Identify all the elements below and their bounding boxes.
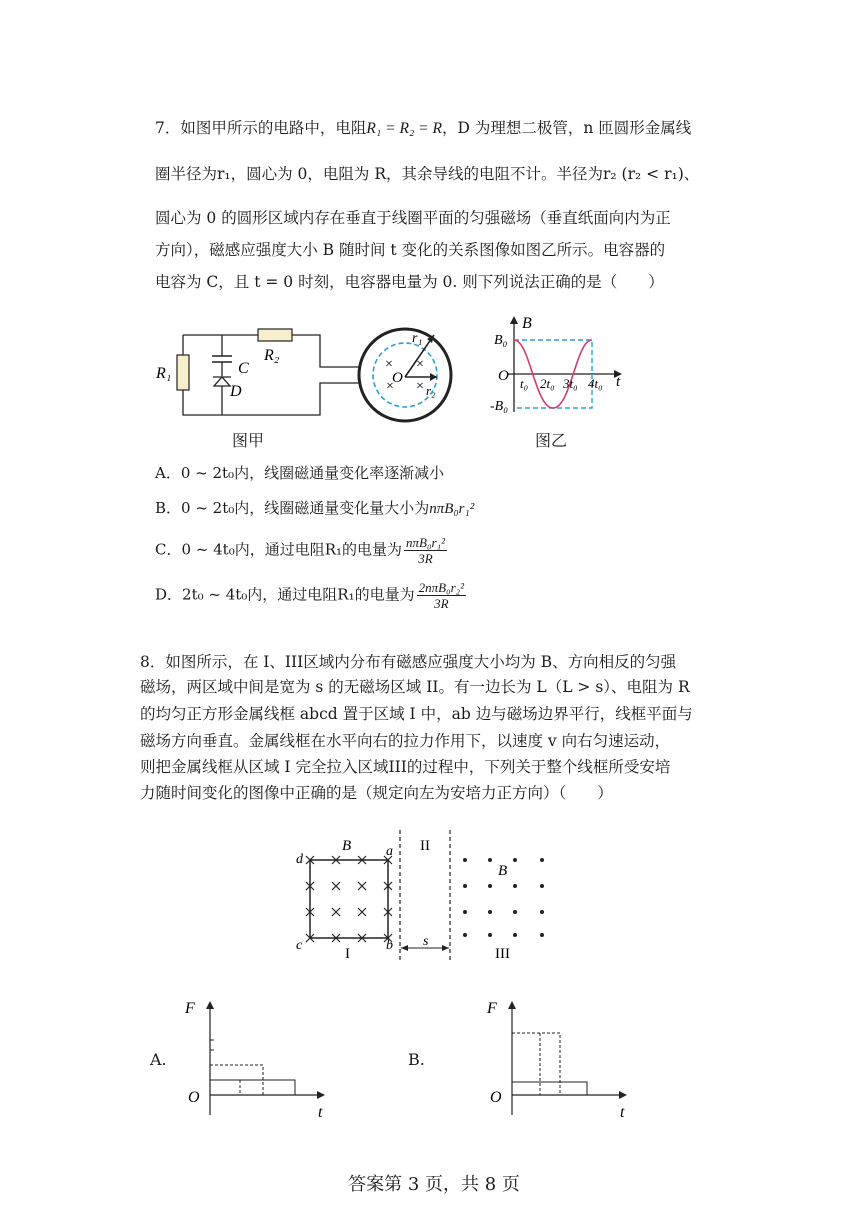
- q7-line-4: 方向），磁感应强度大小 B 随时间 t 变化的关系图像如图乙所示。电容器的: [155, 241, 666, 259]
- label-r1-radius: r₁: [412, 331, 423, 346]
- option-d: D．2t₀ ~ 4t₀内，通过电阻R₁的电量为 $\frac{\text{2nπB₀r₂²}}{3R}$: [155, 580, 465, 611]
- q8-line-4: 磁场方向垂直。金属线框在水平向右的拉力作用下，以速度 v 向右匀速运动，: [140, 732, 671, 750]
- option-a: A．0 ~ 2t₀内，线圈磁通量变化率逐渐减小: [155, 464, 445, 482]
- graph-b: [482, 995, 632, 1120]
- caption-fig-left: 图甲: [232, 431, 265, 450]
- square-frame: [310, 860, 388, 938]
- svg-text:II: II: [420, 838, 430, 854]
- svg-text:F: F: [487, 1000, 497, 1017]
- dot-mark: [488, 933, 492, 937]
- cross-mark: [332, 882, 340, 890]
- label-c: C: [238, 360, 249, 377]
- dot-mark: [463, 858, 467, 862]
- svg-text:O: O: [498, 368, 509, 384]
- svg-text:B₀: B₀: [494, 333, 508, 348]
- capacitor-c: [212, 356, 232, 362]
- dot-mark: [540, 910, 544, 914]
- q7-line-3: 圆心为 0 的圆形区域内存在垂直于线圈平面的匀强磁场（垂直纸面向内为正: [155, 209, 671, 227]
- svg-text:a: a: [386, 844, 393, 859]
- svg-text:F: F: [185, 1000, 195, 1017]
- graph-a-label: A.: [150, 1050, 167, 1069]
- dot-mark: [463, 884, 467, 888]
- dot-mark: [488, 858, 492, 862]
- cross-mark: [358, 908, 366, 916]
- svg-text:×: ×: [416, 357, 424, 372]
- svg-text:×: ×: [416, 379, 424, 394]
- option-c: C．0 ~ 4t₀内，通过电阻R₁的电量为 $\frac{\text{nπB₀r₁²}}{3R}$: [155, 535, 445, 566]
- dot-mark: [540, 933, 544, 937]
- cross-mark: [332, 908, 340, 916]
- label-r1: R₁: [156, 365, 172, 382]
- svg-text:I: I: [345, 946, 350, 962]
- q8-line-2: 磁场，两区域中间是宽为 s 的无磁场区域 II。有一边长为 L（L > s）、电阻为 R: [140, 678, 690, 696]
- field-regions-diagram: [290, 825, 560, 965]
- svg-text:O: O: [188, 1089, 200, 1106]
- q8-line-1: 8．如图所示，在 I、III区域内分布有磁感应强度大小均为 B、方向相反的匀强: [140, 653, 677, 671]
- svg-text:B: B: [498, 863, 508, 879]
- graph-a: [180, 995, 330, 1120]
- label-o: O: [392, 370, 403, 386]
- q8-line-6: 力随时间变化的图像中正确的是（规定向左为安培力正方向）（ ）: [140, 784, 613, 802]
- svg-text:c: c: [296, 938, 303, 953]
- q7-line-1: 7．如图甲所示的电路中，电阻R₁ = R₂ = R，D 为理想二极管，n 匝圆形金属线: [155, 119, 692, 137]
- label-r2-radius: r₂: [426, 383, 436, 398]
- cross-mark: [358, 882, 366, 890]
- q7-line-2: 圈半径为r₁，圆心为 0，电阻为 R，其余导线的电阻不计。半径为r₂ (r₂ < r₁)、: [155, 165, 700, 183]
- dot-mark: [463, 910, 467, 914]
- svg-text:2t₀: 2t₀: [540, 376, 555, 391]
- dot-mark: [513, 910, 517, 914]
- label-d: D: [230, 383, 242, 400]
- svg-text:t₀: t₀: [520, 376, 529, 391]
- graph-b-label: B.: [408, 1050, 425, 1069]
- dot-mark: [513, 884, 517, 888]
- diode-d: [214, 377, 230, 386]
- dot-mark: [488, 884, 492, 888]
- svg-text:×: ×: [385, 357, 393, 372]
- svg-text:t: t: [620, 1104, 625, 1120]
- b-t-graph: [490, 312, 630, 417]
- svg-text:t: t: [616, 374, 621, 390]
- circuit-diagram: [150, 320, 470, 425]
- label-r2: R₂: [264, 347, 280, 364]
- dot-mark: [513, 858, 517, 862]
- svg-text:O: O: [490, 1089, 502, 1106]
- svg-text:t: t: [318, 1104, 323, 1120]
- dot-mark: [540, 884, 544, 888]
- svg-text:b: b: [386, 938, 393, 953]
- svg-text:d: d: [296, 852, 303, 867]
- svg-text:×: ×: [386, 379, 394, 394]
- q8-line-5: 则把金属线框从区域 I 完全拉入区域III的过程中，下列关于整个线框所受安培: [140, 758, 671, 776]
- svg-text:-B₀: -B₀: [490, 399, 509, 414]
- resistor-r1: [177, 355, 189, 390]
- dot-mark: [513, 933, 517, 937]
- q7-line-5: 电容为 C，且 t = 0 时刻，电容器电量为 0. 则下列说法正确的是（ ）: [155, 273, 664, 291]
- dot-mark: [488, 910, 492, 914]
- svg-text:III: III: [495, 946, 510, 962]
- svg-text:B: B: [522, 315, 532, 332]
- svg-text:3t₀: 3t₀: [563, 376, 578, 391]
- caption-fig-right: 图乙: [535, 431, 568, 450]
- q8-line-3: 的均匀正方形金属线框 abcd 置于区域 I 中，ab 边与磁场边界平行，线框平面与: [140, 705, 693, 723]
- svg-text:4t₀: 4t₀: [588, 376, 603, 391]
- page-footer: 答案第 3 页，共 8 页: [348, 1174, 520, 1195]
- dot-mark: [540, 858, 544, 862]
- svg-text:s: s: [423, 934, 429, 949]
- dot-mark: [463, 933, 467, 937]
- option-b: B．0 ~ 2t₀内，线圈磁通量变化量大小为nπB₀r₁²: [155, 499, 475, 517]
- svg-text:B: B: [342, 838, 352, 854]
- resistor-r2: [258, 329, 292, 341]
